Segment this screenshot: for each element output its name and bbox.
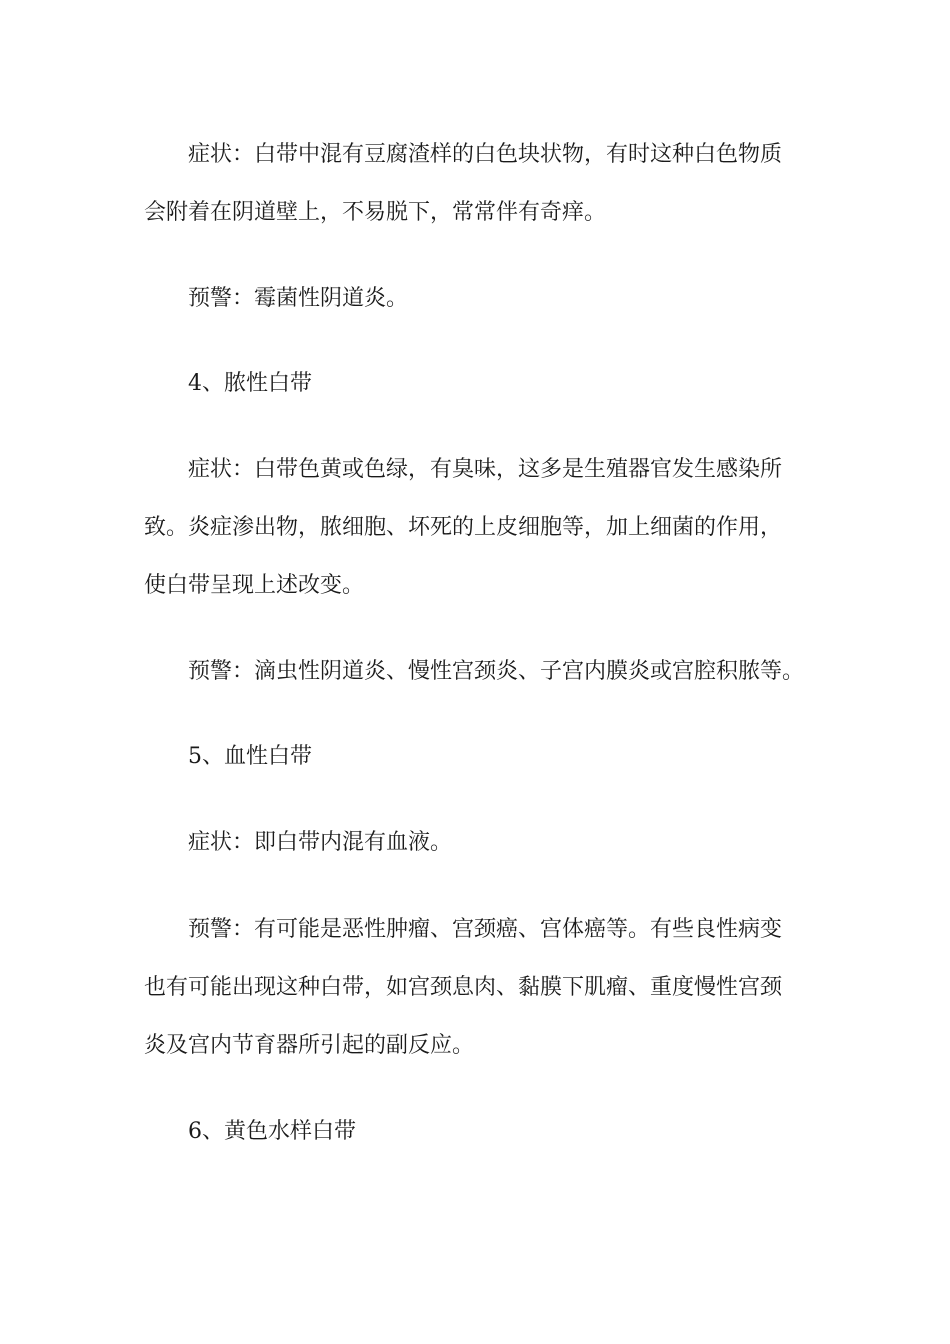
section-heading: 4、脓性白带 bbox=[188, 371, 312, 396]
heading-bloody-leukorrhea bbox=[144, 728, 814, 786]
text-line: 使白带呈现上述改变。 bbox=[144, 573, 365, 598]
text-line: 炎及宫内节育器所引起的副反应。 bbox=[144, 1033, 475, 1058]
text-line: 致。炎症渗出物，脓细胞、坏死的上皮细胞等，加上细菌的作用， bbox=[144, 515, 783, 540]
section-heading: 5、血性白带 bbox=[188, 744, 312, 769]
text-line: 也有可能出现这种白带，如宫颈息肉、黏膜下肌瘤、重度慢性宫颈 bbox=[144, 975, 783, 1000]
section-heading: 6、黄色水样白带 bbox=[188, 1119, 356, 1144]
text-line: 预警：有可能是恶性肿瘤、宫颈癌、宫体癌等。有些良性病变 bbox=[188, 917, 783, 942]
heading-purulent-leukorrhea bbox=[144, 355, 814, 413]
paragraph-warning-purulent bbox=[144, 643, 814, 701]
paragraph-warning-bloody bbox=[144, 901, 814, 1075]
paragraph-symptom-purulent bbox=[144, 441, 814, 615]
text-line: 会附着在阴道壁上，不易脱下，常常伴有奇痒。 bbox=[144, 200, 607, 225]
heading-yellow-watery-leukorrhea bbox=[144, 1103, 814, 1161]
text-line: 预警：滴虫性阴道炎、慢性宫颈炎、子宫内膜炎或宫腔积脓等。 bbox=[188, 659, 805, 684]
text-line: 症状：白带中混有豆腐渣样的白色块状物，有时这种白色物质 bbox=[188, 142, 783, 167]
text-line: 预警：霉菌性阴道炎。 bbox=[188, 286, 409, 311]
paragraph-symptom-curd bbox=[144, 126, 814, 242]
paragraph-warning-fungal bbox=[144, 270, 814, 328]
text-line: 症状：白带色黄或色绿，有臭味，这多是生殖器官发生感染所 bbox=[188, 457, 783, 482]
text-line: 症状：即白带内混有血液。 bbox=[188, 830, 453, 855]
paragraph-symptom-bloody bbox=[144, 814, 814, 872]
